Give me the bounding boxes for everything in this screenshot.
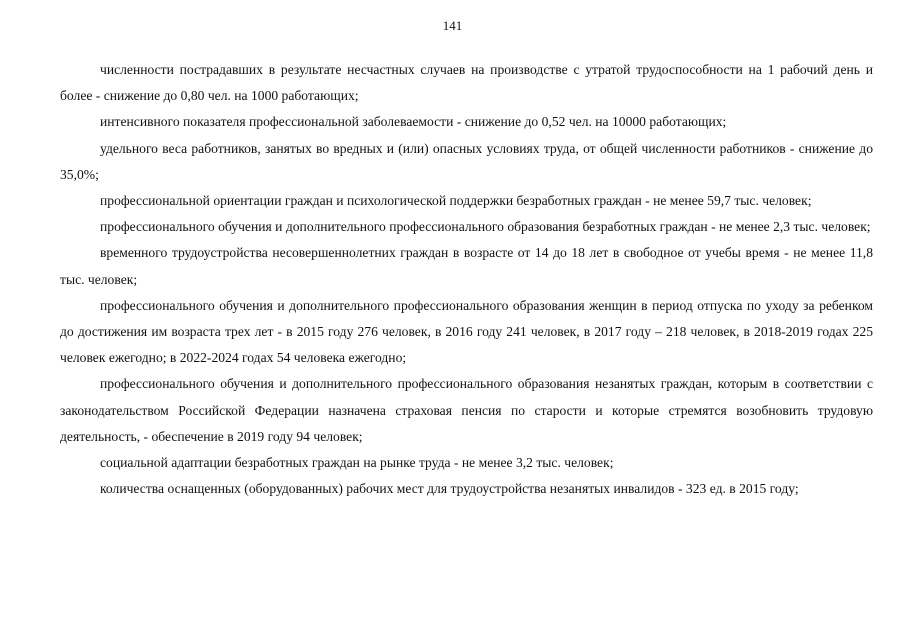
paragraph-unemployed-training: профессионального обучения и дополнительного профессионального образования безработных граждан - не менее 2,3 тыс. человек; (100, 219, 871, 235)
paragraph-social-adaptation: социальной адаптации безработных граждан на рынке труда - не менее 3,2 тыс. человек; (100, 455, 614, 471)
paragraph-hazardous-conditions: удельного веса работников, занятых во вредных и (или) опасных условиях труда, от общей численности работников - снижение до 35,0%; (60, 140, 873, 182)
paragraph-disabled-workplaces: количества оснащенных (оборудованных) рабочих мест для трудоустройства незанятых инвалидов - 323 ед. в 2015 году; (100, 481, 799, 497)
paragraph-minors-employment: временного трудоустройства несовершеннолетних граждан в возрасте от 14 до 18 лет в свободное от учебы время - не менее 11,8 тыс. человек; (60, 245, 873, 287)
paragraph-injury-rate: численности пострадавших в результате несчастных случаев на производстве с утратой трудоспособности на 1 рабочий день и более - снижение до 0,80 чел. на 1000 работающих; (60, 62, 873, 104)
paragraph-women-training: профессионального обучения и дополнительного профессионального образования женщин в период отпуска по уходу за ребенком до достижения им возраста трех лет - в 2015 году 276 человек, в 2016 году 241 человек, в 2017 году – 218 человек, в 2018-2019 годах 225 человек ежегодно; в 2022-2024 годах 54 человека ежегодно; (60, 297, 873, 366)
paragraph-pensioners-training: профессионального обучения и дополнительного профессионального образования незанятых граждан, которым в соответствии с законодательством Российской Федерации назначена страховая пенсия по старости и которые стремятся возобновить трудовую деятельность, - обеспечение в 2019 году 94 человек; (60, 376, 873, 444)
page-number: 141 (442, 18, 463, 33)
document-body (60, 57, 873, 502)
paragraph-career-guidance: профессиональной ориентации граждан и психологической поддержки безработных граждан - не менее 59,7 тыс. человек; (100, 193, 812, 209)
paragraph-occupational-disease: интенсивного показателя профессиональной заболеваемости - снижение до 0,52 чел. на 10000 работающих; (100, 114, 727, 130)
